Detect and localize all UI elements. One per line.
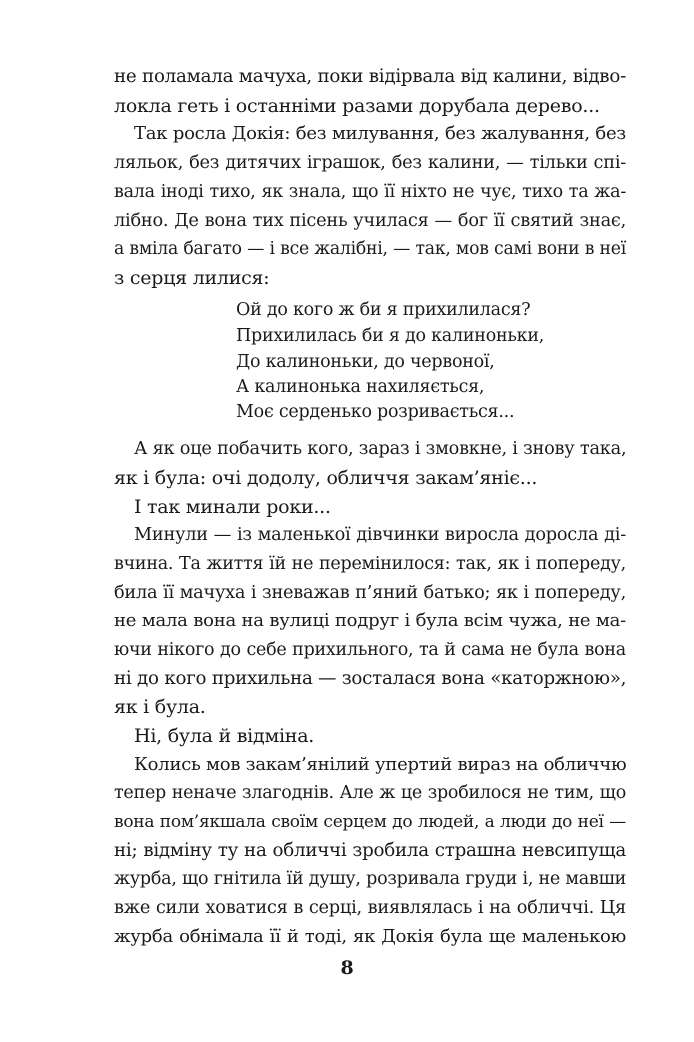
text-line: ні; відміну ту на обличчі зробила страшна невсипуща bbox=[114, 840, 626, 861]
text-line: Так росла Докія: без милування, без жалування, без bbox=[134, 123, 626, 144]
text-line: ні до кого прихильна — зосталася вона «каторжною», bbox=[114, 668, 627, 689]
text-line: не мала вона на вулиці подруг і була всім чужа, не ма- bbox=[114, 610, 626, 631]
text-line: вона пом’якшала своїм серцем до людей, а люди до неї — bbox=[114, 812, 626, 832]
text-line: А як оце побачить кого, зараз і змовкне, і знову така, bbox=[134, 439, 627, 459]
text-line: Минули — із маленької дівчинки виросла доросла ді- bbox=[134, 525, 626, 545]
text-line: лібно. Де вона тих пісень училася — бог її святий знає, bbox=[114, 211, 626, 231]
text-line: вчина. Та життя їй не перемінилося: так, як і попереду, bbox=[114, 554, 626, 574]
text-line: локла геть і останніми разами дорубала дерево... bbox=[114, 95, 600, 117]
text-line: журба обнімала її й тоді, як Докія була ще маленькою bbox=[114, 926, 626, 947]
text-line: журба, що гнітила їй душу, розривала груди і, не мавши bbox=[114, 869, 626, 889]
poem-line: До калиноньки, до червоної, bbox=[236, 352, 495, 372]
text-line: ляльок, без дитячих іграшок, без калини, — тільки спі- bbox=[114, 153, 626, 173]
text-line: тепер неначе злагоднів. Але ж це зробилося не тим, що bbox=[114, 783, 626, 803]
text-line: Колись мов закам’янілий упертий вираз на обличчю bbox=[134, 754, 627, 775]
poem-line: А калинонька нахиляється, bbox=[236, 377, 485, 397]
poem-line: Ой до кого ж би я прихилилася? bbox=[236, 300, 531, 320]
text-line: як і була: очі додолу, обличчя закам’яніє... bbox=[114, 467, 538, 489]
poem-line: Прихилилась би я до калиноньки, bbox=[236, 326, 545, 346]
text-line: ючи нікого до себе прихильного, та й сама не була вона bbox=[114, 640, 626, 660]
text-line: вже сили ховатися в серці, виявлялась і на обличчі. Ця bbox=[114, 898, 626, 918]
page-number: 8 bbox=[340, 957, 354, 979]
text-line: а вміла багато — і все жалібні, — так, мов самі вони в неї bbox=[114, 239, 626, 259]
text-line: не поламала мачуха, поки відірвала від калини, відво- bbox=[114, 66, 626, 87]
text-line: І так минали роки... bbox=[134, 496, 331, 518]
text-line: вала іноді тихо, як знала, що її ніхто не чує, тихо та жа- bbox=[114, 182, 626, 202]
poem-line: Моє серденько розривається... bbox=[236, 402, 515, 422]
text-line: Ні, була й відміна. bbox=[134, 725, 315, 747]
text-line: як і була. bbox=[114, 696, 206, 718]
text-line: з серця лилися: bbox=[114, 267, 270, 289]
text-line: била її мачуха і зневажав п’яний батько; як і попереду, bbox=[114, 583, 626, 603]
